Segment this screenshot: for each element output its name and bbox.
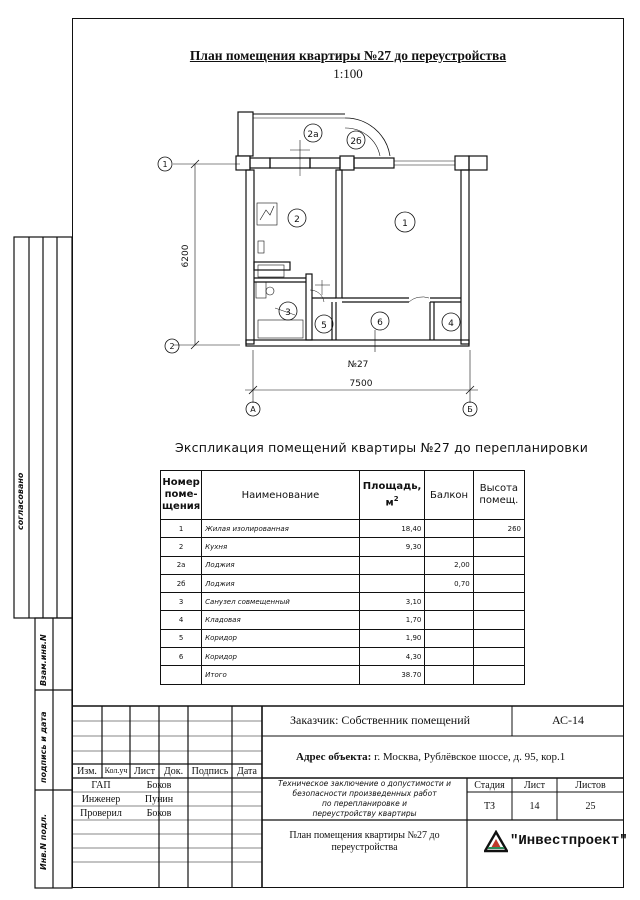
table-cell-area [359,556,425,574]
table-cell-height [473,629,524,647]
header-name: Наименование [202,471,360,520]
header-area: Площадь, $м^2$ [359,471,425,520]
table-row [161,520,525,538]
column [236,156,250,170]
sheets-value: 25 [585,801,596,812]
dimension-label: 6200 [181,244,191,268]
room-label: 2а [307,130,319,140]
axis-label: 2 [169,342,175,351]
table-cell-height [473,593,524,611]
header-balcony: Балкон [425,471,473,520]
address-line: Адрес объекта: г. Москва, Рублёвское шоссе, д. 95, кор.1 [296,751,566,763]
table-cell-balcony [425,611,473,629]
table-cell-name: Коридор [202,629,360,647]
table-row [161,574,525,592]
room-label: 2б [350,137,362,147]
table-cell-area [359,574,425,592]
table-cell-num: 2а [161,556,202,574]
room-label: 3 [285,308,291,318]
table-cell-balcony [425,648,473,666]
page-title: План помещения квартиры №27 до переустройства [189,48,507,63]
staff-name: Пунин [144,794,174,805]
column [455,156,469,170]
partition [336,170,342,298]
side-label-inv-podl: Инв.N подл. [39,813,48,870]
column [340,156,354,170]
table-cell-balcony [425,538,473,556]
bathtub [258,265,284,277]
loggia-wall [238,112,253,156]
side-label-inv-zam: Взам.инв.N [39,634,48,686]
staff-name: Боков [146,808,172,819]
dimension-label: 7500 [349,379,373,389]
table-cell-balcony [425,629,473,647]
column [469,156,487,170]
table-cell-balcony [425,520,473,538]
table-row [161,538,525,556]
room-label: 6 [377,318,383,328]
table-cell-area: 38.70 [359,666,425,684]
table-cell-name: Лоджия [202,556,360,574]
column-header: Док. [163,766,184,777]
floor-plan [72,90,624,430]
wall-segment [354,158,394,168]
column-header: Подпись [191,766,229,777]
outer-wall-left [246,170,254,344]
outer-wall-bottom [246,340,469,346]
table-cell-area: 4,30 [359,648,425,666]
wall-segment [250,158,270,168]
table-cell-height [473,648,524,666]
table-row [161,593,525,611]
table-cell-area: 18,40 [359,520,425,538]
bath-wall [254,262,290,270]
table-cell-balcony: 2,00 [425,556,473,574]
table-row [161,556,525,574]
wall-segment [310,158,340,168]
table-cell-num: 6 [161,648,202,666]
table-cell-area: 1,70 [359,611,425,629]
staff-role: Инженер [81,794,121,805]
table-row [161,666,525,684]
table-cell-num: 2б [161,574,202,592]
explication-title: Экспликация помещений квартиры №27 до перепланировки [175,440,589,455]
drawing-title: План помещения квартиры №27 до переустройства [289,830,440,853]
bath-wall [306,274,312,340]
table-cell-area: 9,30 [359,538,425,556]
staff-role: Проверил [80,808,122,819]
table-cell-name: Санузел совмещенный [202,593,360,611]
sheet-label: Лист [524,780,545,791]
wall-segment [270,158,310,168]
column-header: Лист [134,766,155,777]
table-cell-name: Лоджия [202,574,360,592]
sheet-value: 14 [529,801,540,812]
table-cell-name: Итого [202,666,360,684]
customer: Заказчик: Собственник помещений [290,713,471,727]
table-cell-height [473,574,524,592]
axis-label: А [250,405,256,414]
staff-name: Боков [146,780,172,791]
column-header: Изм. [77,766,97,777]
table-cell-num: 4 [161,611,202,629]
company-name: "Инвестпроект" [510,833,628,849]
room-label: 4 [448,319,454,329]
column-header: Кол.уч [104,766,128,775]
explication-table [160,470,525,685]
table-cell-num: 5 [161,629,202,647]
table-cell-num: 2 [161,538,202,556]
conclusion-text: Техническое заключение о допустимости и безопасности произведенных работ по перепланировке и переустройству квартиры [277,779,452,818]
table-row [161,648,525,666]
table-cell-height: 260 [473,520,524,538]
table-cell-name: Кухня [202,538,360,556]
staff-role: ГАП [91,780,111,791]
column-header: Дата [237,766,257,777]
table-cell-area: 3,10 [359,593,425,611]
table-cell-height [473,611,524,629]
stage-value: ТЗ [483,801,496,812]
scale-label: 1:100 [333,66,363,81]
table-cell-name: Жилая изолированная [202,520,360,538]
table-row [161,611,525,629]
table-cell-name: Кладовая [202,611,360,629]
side-label-agreed: согласовано [16,472,25,530]
sheets-label: Листов [575,780,606,791]
bathtub [258,320,303,338]
header-num: Номер поме-щения [161,471,202,520]
apartment-number: №27 [347,360,369,370]
room-label: 1 [402,219,408,229]
room-label: 2 [294,215,300,225]
outer-wall-right [461,170,469,344]
table-cell-num: 3 [161,593,202,611]
axis-label: Б [467,405,473,414]
stage-label: Стадия [474,780,505,791]
side-label-sign-date: подпись и дата [39,711,48,783]
room-label: 5 [321,321,327,331]
table-cell-balcony [425,593,473,611]
table-cell-num: 1 [161,520,202,538]
table-cell-height [473,538,524,556]
table-cell-height [473,556,524,574]
company-logo-icon [484,830,508,854]
axis-label: 1 [162,160,168,169]
table-cell-balcony: 0,70 [425,574,473,592]
table-cell-num [161,666,202,684]
table-row [161,629,525,647]
table-cell-height [473,666,524,684]
header-height: Высота помещ. [473,471,524,520]
table-cell-name: Коридор [202,648,360,666]
table-cell-balcony [425,666,473,684]
project-code: АС-14 [551,713,585,727]
table-cell-area: 1,90 [359,629,425,647]
